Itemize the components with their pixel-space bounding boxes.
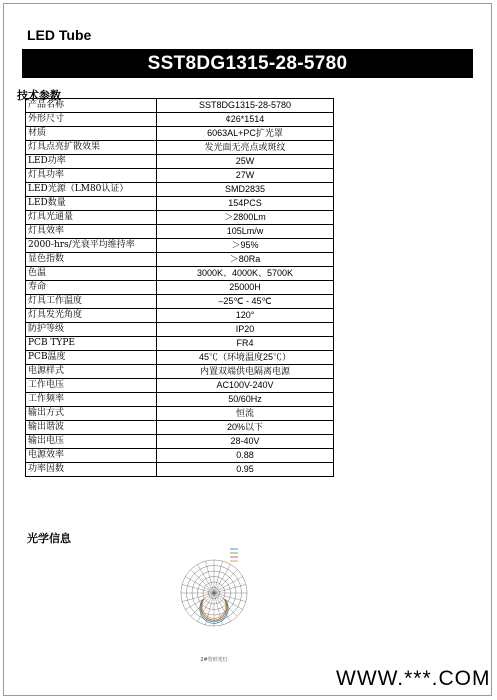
- spec-row: [26, 99, 334, 113]
- spec-param-value: AC100V-240V: [157, 379, 334, 393]
- spec-param-value: ＞2800Lm: [157, 211, 334, 225]
- spec-row: [26, 295, 334, 309]
- spec-row: [26, 393, 334, 407]
- spec-param-name: LED功率: [26, 155, 157, 169]
- watermark-text: WWW.***.COM: [336, 667, 491, 690]
- spec-row: [26, 211, 334, 225]
- spec-row: [26, 225, 334, 239]
- spec-param-value: 120°: [157, 309, 334, 323]
- spec-row: [26, 337, 334, 351]
- spec-param-name: 工作频率: [26, 393, 157, 407]
- spec-row: [26, 113, 334, 127]
- spec-param-value: 27W: [157, 169, 334, 183]
- spec-row: [26, 239, 334, 253]
- spec-param-name: 灯具点亮扩散效果: [26, 141, 157, 155]
- spec-section-title: 技术参数: [17, 89, 61, 102]
- spec-param-value: 154PCS: [157, 197, 334, 211]
- spec-row: [26, 351, 334, 365]
- spec-param-value: 20%以下: [157, 421, 334, 435]
- spec-param-value: 50/60Hz: [157, 393, 334, 407]
- spec-row: [26, 155, 334, 169]
- spec-param-value: SMD2835: [157, 183, 334, 197]
- spec-param-name: 灯具工作温度: [26, 295, 157, 309]
- spec-param-value: 25000H: [157, 281, 334, 295]
- spec-param-value: 0.88: [157, 449, 334, 463]
- spec-param-value: 6063AL+PC扩光罩: [157, 127, 334, 141]
- spec-row: [26, 421, 334, 435]
- spec-param-name: 色温: [26, 267, 157, 281]
- spec-param-name: 输出方式: [26, 407, 157, 421]
- spec-row: [26, 379, 334, 393]
- light-distribution-chart: [178, 543, 250, 667]
- spec-param-name: 灯具功率: [26, 169, 157, 183]
- spec-param-name: 工作电压: [26, 379, 157, 393]
- spec-row: [26, 309, 334, 323]
- spec-param-value: 0.95: [157, 463, 334, 477]
- spec-param-value: 恒流: [157, 407, 334, 421]
- spec-param-value: 28-40V: [157, 435, 334, 449]
- spec-param-value: 45℃（环境温度25℃）: [157, 351, 334, 365]
- spec-row: [26, 197, 334, 211]
- spec-param-name: PCB TYPE: [26, 337, 157, 351]
- spec-param-value: 105Lm/w: [157, 225, 334, 239]
- spec-param-name: 电源样式: [26, 365, 157, 379]
- spec-param-value: ¢26*1514: [157, 113, 334, 127]
- model-number-banner: SST8DG1315-28-5780: [22, 49, 473, 78]
- spec-param-value: 发光面无亮点或斑纹: [157, 141, 334, 155]
- spec-param-name: 防护等级: [26, 323, 157, 337]
- spec-param-name: LED数量: [26, 197, 157, 211]
- chart-caption: 2#管形光灯: [200, 657, 228, 663]
- spec-row: [26, 183, 334, 197]
- spec-table: [25, 98, 334, 477]
- spec-param-name: 电源效率: [26, 449, 157, 463]
- spec-row: [26, 169, 334, 183]
- spec-row: [26, 407, 334, 421]
- spec-param-name: 灯具发光角度: [26, 309, 157, 323]
- spec-param-name: 产品名称: [26, 99, 157, 113]
- spec-param-name: 输出电压: [26, 435, 157, 449]
- spec-param-value: 3000K、4000K、5700K: [157, 267, 334, 281]
- spec-row: [26, 281, 334, 295]
- spec-param-name: 灯具效率: [26, 225, 157, 239]
- spec-param-value: 内置双端供电隔离电源: [157, 365, 334, 379]
- spec-param-name: 输出谐波: [26, 421, 157, 435]
- spec-row: [26, 127, 334, 141]
- spec-param-name: 2000-hrs/光衰平均维持率: [26, 239, 157, 253]
- spec-row: [26, 449, 334, 463]
- spec-param-value: 25W: [157, 155, 334, 169]
- spec-param-name: 材质: [26, 127, 157, 141]
- spec-row: [26, 323, 334, 337]
- spec-param-value: FR4: [157, 337, 334, 351]
- spec-param-value: ＞80Ra: [157, 253, 334, 267]
- spec-param-value: SST8DG1315-28-5780: [157, 99, 334, 113]
- spec-row: [26, 435, 334, 449]
- spec-param-name: LED光源（LM80认证）: [26, 183, 157, 197]
- spec-param-value: ＞95%: [157, 239, 334, 253]
- spec-param-name: 灯具光通量: [26, 211, 157, 225]
- spec-row: [26, 141, 334, 155]
- spec-row: [26, 365, 334, 379]
- spec-param-name: 外形尺寸: [26, 113, 157, 127]
- spec-row: [26, 463, 334, 477]
- optical-section-title: 光学信息: [27, 532, 71, 545]
- spec-param-value: IP20: [157, 323, 334, 337]
- spec-param-name: 寿命: [26, 281, 157, 295]
- spec-param-name: 显色指数: [26, 253, 157, 267]
- product-type-title: LED Tube: [27, 27, 92, 43]
- spec-param-value: –25℃ - 45℃: [157, 295, 334, 309]
- spec-row: [26, 267, 334, 281]
- spec-row: [26, 253, 334, 267]
- spec-param-name: 功率因数: [26, 463, 157, 477]
- spec-param-name: PCB温度: [26, 351, 157, 365]
